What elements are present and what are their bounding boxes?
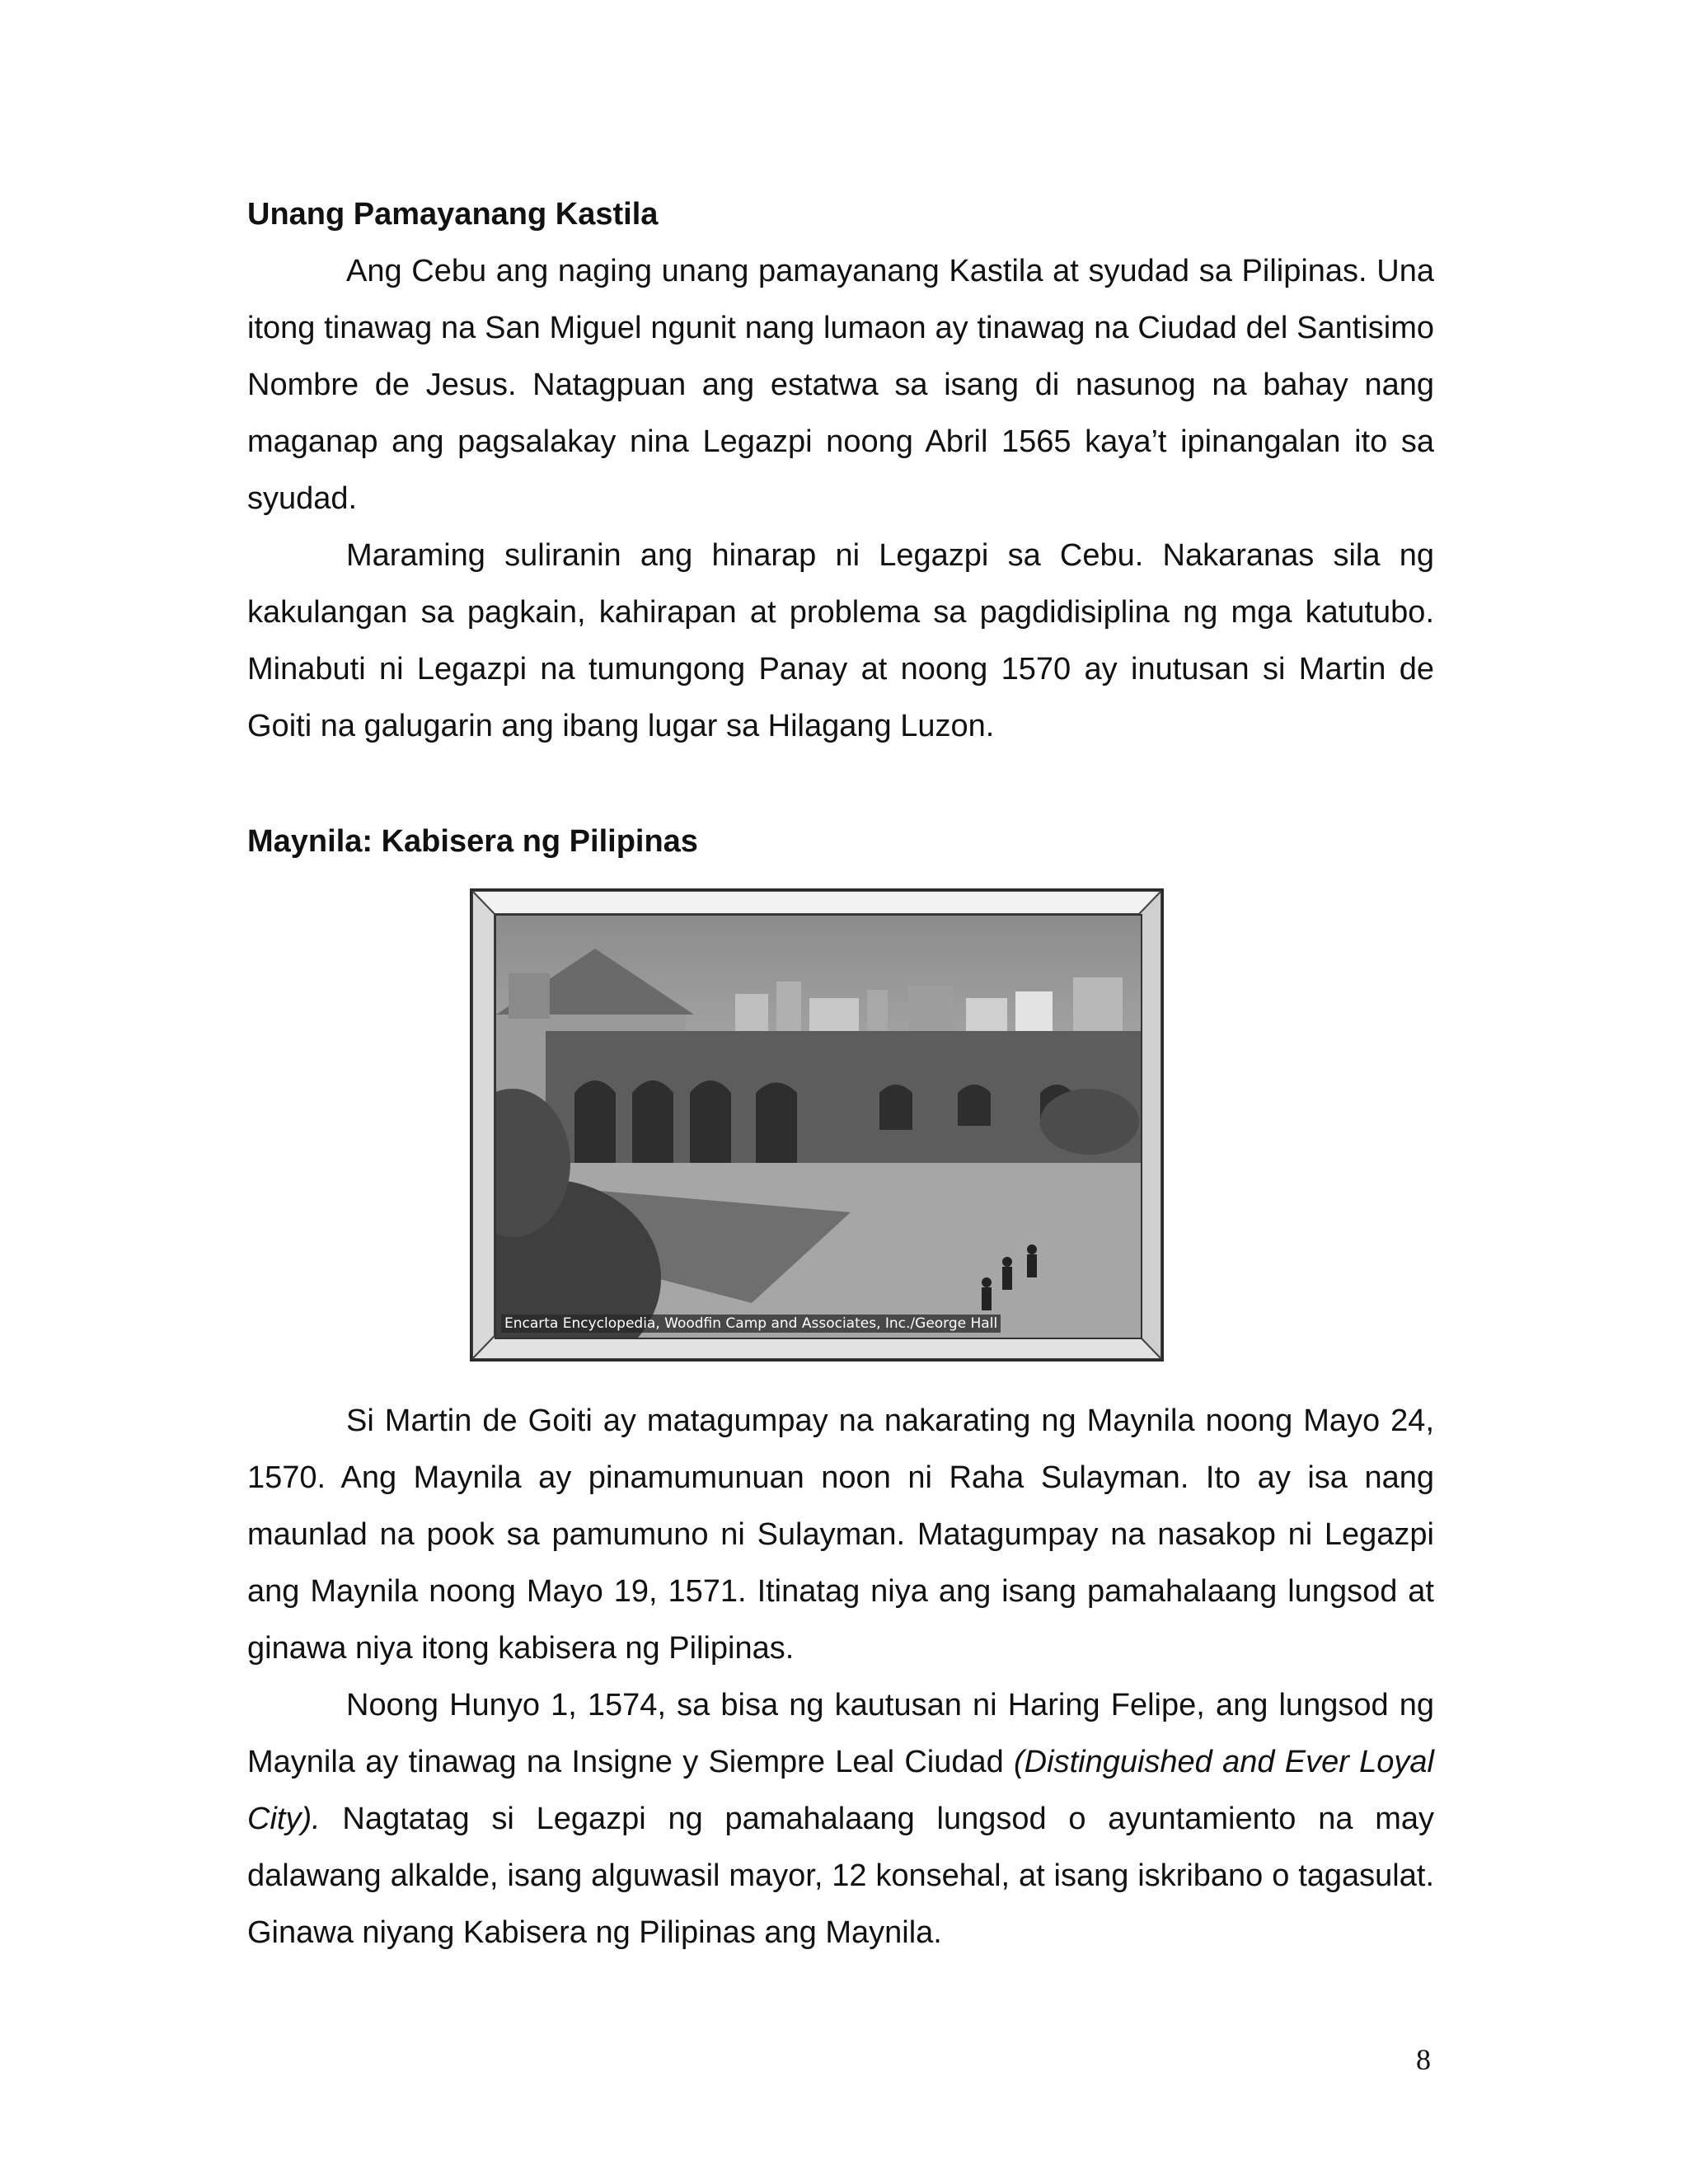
framed-photo [470,888,1164,1361]
paragraph-hunyo-1574: Noong Hunyo 1, 1574, sa bisa ng kautusan ni Haring Felipe, ang lungsod ng Maynila ay tinawag na Insigne y Siempre Leal Ciudad (Distinguished and Ever Loyal City). Nagtatag si Legazpi ng pamahalaang lungsod o ayuntamiento na may dalawang alkalde, isang alguwasil mayor, 12 konsehal, at isang iskribano o tagasulat. Ginawa niyang Kabisera ng Pilipinas ang Maynila. [247,1688,1434,1950]
paragraph-suliranin: Maraming suliranin ang hinarap ni Legazpi sa Cebu. Nakaranas sila ng kakulangan sa pagkain, kahirapan at problema sa pagdidisiplina ng mga katutubo. Minabuti ni Legazpi na tumungong Panay at noong 1570 ay inutusan si Martin de Goiti na galugarin ang ibang lugar sa Hilagang Luzon. [247,538,1434,743]
section-heading-maynila: Maynila: Kabisera ng Pilipinas [247,824,698,859]
page-number: 8 [1416,2043,1431,2076]
section-heading-unang-pamayanang-kastila: Unang Pamayanang Kastila [247,197,659,232]
page-content [247,185,1434,1961]
italic-translation: (Distinguished and Ever Loyal City). [247,1745,1434,1836]
paragraph-cebu: Ang Cebu ang naging unang pamayanang Kastila at syudad sa Pilipinas. Una itong tinawag na San Miguel ngunit nang lumaon ay tinawag na Ciudad del Santisimo Nombre de Jesus. Natagpuan ang estatwa sa isang di nasunog na bahay nang maganap ang pagsalakay nina Legazpi noong Abril 1565 kaya’t ipinangalan ito sa syudad. [247,254,1434,516]
ruins-illustration [496,916,1141,1338]
paragraph-martin-de-goiti: Si Martin de Goiti ay matagumpay na nakarating ng Maynila noong Mayo 24, 1570. Ang Maynila ay pinamumunuan noon ni Raha Sulayman. Ito ay isa nang maunlad na pook sa pamumuno ni Sulayman. Matagumpay na nasakop ni Legazpi ang Maynila noong Mayo 19, 1571. Itinatag niya ang isang pamahalaang lungsod at ginawa niya itong kabisera ng Pilipinas. [247,1404,1434,1666]
fort-santiago-ruins-photo [495,914,1142,1339]
image-credit: Encarta Encyclopedia, Woodfin Camp and Associates, Inc./George Hall [501,1315,1001,1333]
